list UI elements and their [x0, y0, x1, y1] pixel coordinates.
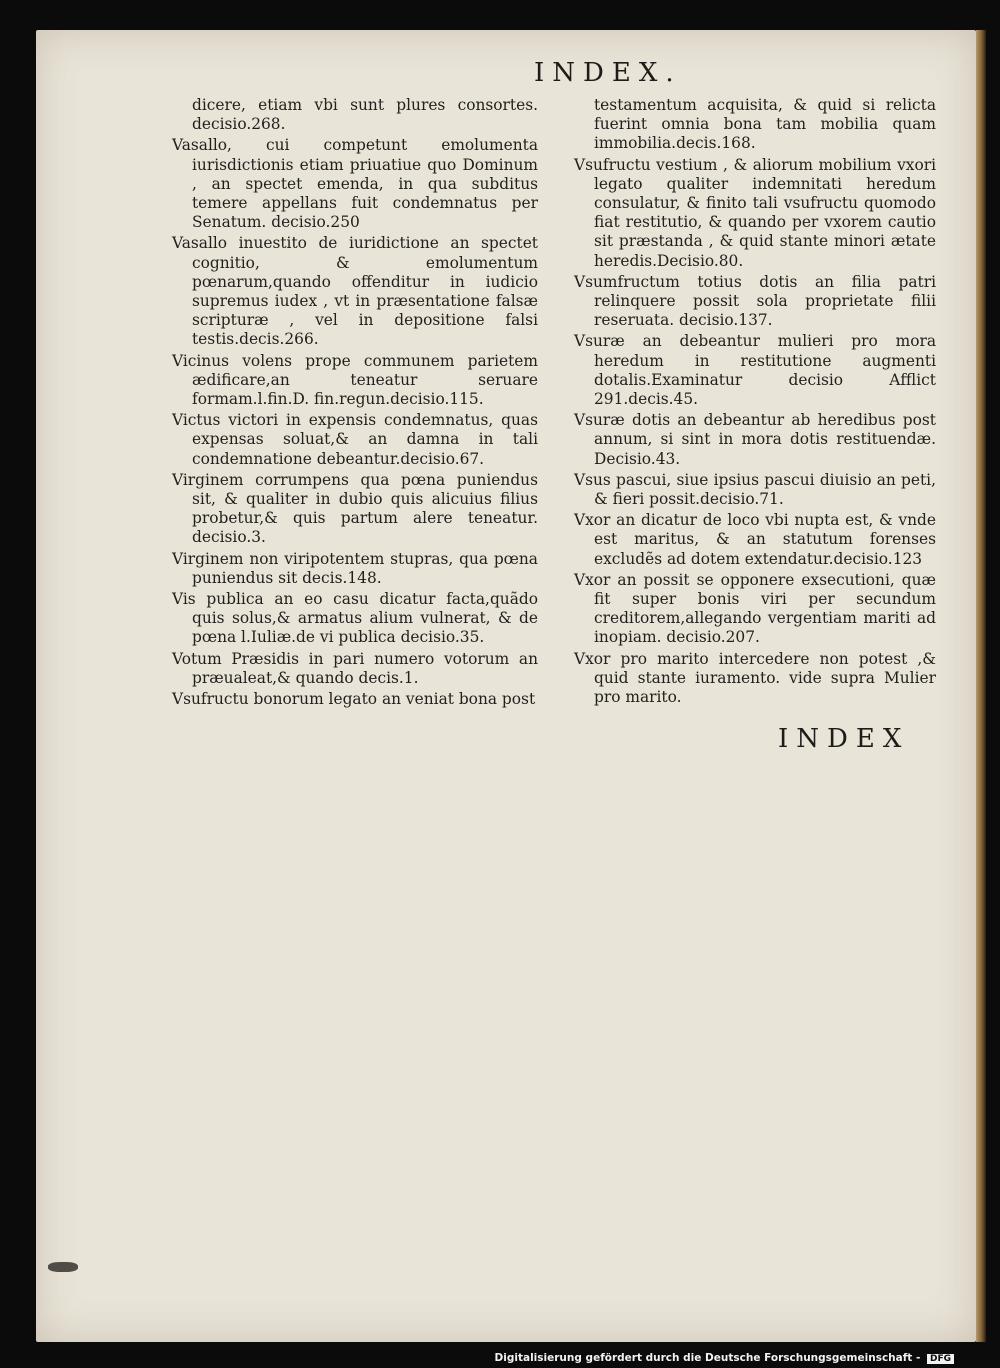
index-entry: Vicinus volens prope communem parietem ædificare,an teneatur seruare formam.l.fin.D. fin.regun.decisio.115.	[172, 351, 538, 409]
catchword-index: INDEX	[778, 724, 910, 754]
dfg-logo: DFG	[927, 1354, 954, 1364]
index-entry: Vis publica an eo casu dicatur facta,quãdo quis solus,& armatus alium vulnerat, & de pœna l.Iuliæ.de vi publica decisio.35.	[172, 590, 538, 647]
index-entry: Vxor an possit se opponere exsecutioni, quæ fit super bonis viri per secundum creditorem,allegando vergentiam mariti ad inopiam. decisio.207.	[574, 570, 936, 647]
index-entry: Vsufructu bonorum legato an veniat bona post	[172, 690, 536, 709]
index-entry: Victus victori in expensis condemnatus, quas expensas soluat,& an damna in tali condemnatione debeantur.decisio.67.	[172, 411, 538, 468]
left-column	[172, 96, 538, 711]
index-entry: Virginem non viripotentem stupras, qua pœna puniendus sit decis.148.	[172, 549, 538, 587]
ink-smudge	[48, 1262, 78, 1272]
index-entry: testamentum acquisita, & quid si relicta fuerint omnia bona tam mobilia quam immobilia.decis.168.	[594, 96, 936, 153]
index-entry: Vasallo, cui competunt emolumenta iurisdictionis etiam priuatiue quo Dominum , an spectet emenda, in qua subditus temere appellans fuit condemnatus per Senatum. decisio.250	[172, 136, 538, 232]
index-entry: Vasallo inuestito de iuridictione an spectet cognitio, & emolumentum pœnarum,quando offenditur in iudicio supremus iudex , vt in præsentatione falsæ scripturæ , vel in depositione falsi testis.decis.266.	[172, 234, 538, 349]
page-header: INDEX.	[534, 58, 682, 88]
index-entry: Virginem corrumpens qua pœna puniendus sit, & qualiter in dubio quis alicuius filius probetur,& quis partum alere teneatur. decisio.3.	[172, 470, 538, 547]
index-entry: Vxor pro marito intercedere non potest ,& quid stante iuramento. vide supra Mulier pro marito.	[574, 649, 936, 707]
index-entry: Vsus pascui, siue ipsius pascui diuisio an peti, & fieri possit.decisio.71.	[574, 470, 936, 509]
index-entry: dicere, etiam vbi sunt plures consortes. decisio.268.	[192, 96, 538, 134]
index-entry: Vsuræ an debeantur mulieri pro mora heredum in restitutione augmenti dotalis.Examinatur decisio Afflict 291.decis.45.	[574, 332, 936, 409]
index-entry: Votum Præsidis in pari numero votorum an præualeat,& quando decis.1.	[172, 649, 538, 687]
digitization-credit	[495, 1352, 954, 1364]
index-entry: Vxor an dicatur de loco vbi nupta est, & vnde est maritus, & an statutum forenses excludẽs ad dotem extendatur.decisio.123	[574, 511, 936, 568]
index-entry: Vsumfructum totius dotis an filia patri relinquere possit sola proprietate filii reseruata. decisio.137.	[574, 272, 936, 330]
page-edge	[976, 30, 986, 1342]
index-entry: Vsuræ dotis an debeantur ab heredibus post annum, si sint in mora dotis restituendæ. Decisio.43.	[574, 411, 936, 468]
index-entry: Vsufructu vestium , & aliorum mobilium vxori legato qualiter indemnitati heredum consulatur, & finito tali vsufructu quomodo fiat restitutio, & quando per vxorem cautio sit præstanda , & quid stante minori ætate heredis.Decisio.80.	[574, 155, 936, 270]
right-column	[574, 96, 936, 709]
credit-text: Digitalisierung gefördert durch die Deutsche Forschungsgemeinschaft -	[494, 1352, 921, 1364]
